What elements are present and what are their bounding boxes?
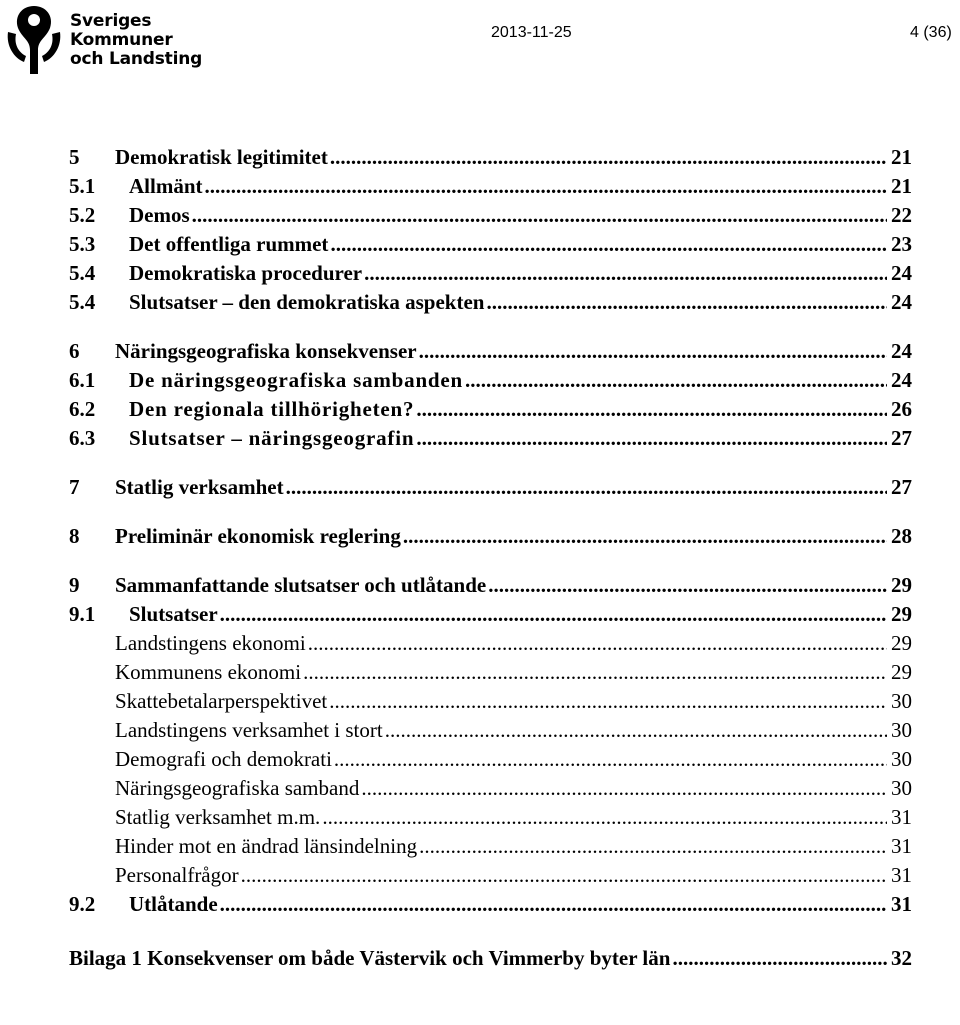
toc-entry-page: 21 (891, 145, 912, 169)
toc-entry-page: 31 (891, 863, 912, 887)
toc-leader-dots (241, 861, 887, 890)
toc-entry-line (129, 288, 912, 317)
toc-leader-dots (330, 230, 887, 259)
toc-entry-page: 27 (891, 426, 912, 450)
toc-entry-number: 5.1 (69, 174, 96, 198)
toc-entry-page: 22 (891, 203, 912, 227)
toc-entry-line (129, 600, 912, 629)
toc-leader-dots (361, 774, 887, 803)
toc-entry-line (69, 944, 912, 973)
toc-leader-dots (220, 890, 887, 919)
toc-entry-title: Allmänt (129, 174, 203, 198)
toc-entry-title: Hinder mot en ändrad länsindelning (115, 834, 418, 858)
toc-leader-dots (419, 337, 887, 366)
logo-line: Kommuner (70, 30, 173, 50)
toc-entry-title: Statlig verksamhet (115, 475, 284, 499)
toc-entry-number: 5 (69, 145, 80, 169)
toc-entry-title: Kommunens ekonomi (115, 660, 302, 684)
logo-wordmark (70, 12, 202, 69)
toc-entry[interactable] (69, 424, 912, 453)
toc-entry[interactable] (69, 288, 912, 317)
toc-entry-page: 30 (891, 747, 912, 771)
toc-leader-dots (192, 201, 887, 230)
toc-leader-dots (308, 629, 887, 658)
toc-entry-line (115, 745, 912, 774)
toc-entry[interactable] (69, 687, 912, 716)
logo-line: och Landsting (70, 49, 203, 69)
toc-leader-dots (465, 366, 887, 395)
toc-entry[interactable] (69, 629, 912, 658)
toc-entry[interactable] (69, 803, 912, 832)
toc-entry-page: 29 (891, 602, 912, 626)
toc-entry-page: 32 (891, 946, 912, 970)
toc-entry-title: Bilaga 1 Konsekvenser om både Västervik och Vimmerby byter län (69, 946, 671, 970)
toc-entry[interactable] (69, 716, 912, 745)
toc-leader-dots (486, 288, 887, 317)
toc-entry-line (129, 890, 912, 919)
table-of-contents (69, 143, 912, 973)
toc-leader-dots (334, 745, 887, 774)
toc-entry[interactable] (69, 774, 912, 803)
toc-leader-dots (403, 522, 887, 551)
toc-entry-title: Slutsatser (129, 602, 218, 626)
toc-entry-line (115, 473, 912, 502)
toc-entry[interactable] (69, 522, 912, 551)
toc-entry-page: 31 (891, 805, 912, 829)
toc-entry-page: 28 (891, 524, 912, 548)
toc-entry[interactable] (69, 395, 912, 424)
toc-entry-line (129, 172, 912, 201)
toc-leader-dots (385, 716, 887, 745)
toc-entry[interactable] (69, 571, 912, 600)
toc-entry-title: Slutsatser – näringsgeografin (129, 426, 415, 450)
toc-entry-title: Personalfrågor (115, 863, 239, 887)
toc-leader-dots (416, 424, 887, 453)
toc-leader-dots (220, 600, 887, 629)
toc-entry-line (115, 803, 912, 832)
toc-entry-line (129, 259, 912, 288)
toc-entry-page: 24 (891, 339, 912, 363)
toc-leader-dots (416, 395, 887, 424)
toc-entry-title: De näringsgeografiska sambanden (129, 368, 463, 392)
toc-entry-title: Demokratiska procedurer (129, 261, 363, 285)
toc-leader-dots (330, 143, 887, 172)
toc-leader-dots (364, 259, 887, 288)
toc-entry-title: Demos (129, 203, 190, 227)
toc-entry-number: 6.3 (69, 426, 96, 450)
toc-entry[interactable] (69, 201, 912, 230)
toc-entry-number: 6 (69, 339, 80, 363)
toc-entry-number: 5.3 (69, 232, 96, 256)
toc-entry[interactable] (69, 366, 912, 395)
toc-entry-line (115, 522, 912, 551)
toc-entry[interactable] (69, 890, 912, 919)
toc-entry-line (115, 832, 912, 861)
toc-entry[interactable] (69, 337, 912, 366)
toc-entry[interactable] (69, 172, 912, 201)
toc-entry-page: 29 (891, 573, 912, 597)
toc-leader-dots (419, 832, 887, 861)
toc-entry-number: 8 (69, 524, 80, 548)
toc-entry-line (115, 716, 912, 745)
toc-entry-title: Den regionala tillhörigheten? (129, 397, 415, 421)
toc-entry-line (115, 861, 912, 890)
header-page-number: 4 (36) (910, 24, 952, 41)
toc-entry[interactable] (69, 861, 912, 890)
toc-entry-line (115, 571, 912, 600)
toc-entry-title: Slutsatser – den demokratiska aspekten (129, 290, 485, 314)
toc-entry[interactable] (69, 473, 912, 502)
toc-entry-title: Preliminär ekonomisk reglering (115, 524, 401, 548)
toc-entry-page: 29 (891, 660, 912, 684)
toc-entry-page: 24 (891, 368, 912, 392)
toc-leader-dots (329, 687, 887, 716)
toc-entry-title: Demografi och demokrati (115, 747, 332, 771)
logo-emblem-icon (4, 2, 64, 76)
toc-entry[interactable] (69, 600, 912, 629)
toc-entry-title: Demokratisk legitimitet (115, 145, 328, 169)
toc-entry-line (129, 366, 912, 395)
toc-entry-page: 30 (891, 689, 912, 713)
toc-entry-number: 5.2 (69, 203, 96, 227)
toc-entry-line (115, 629, 912, 658)
toc-leader-dots (286, 473, 887, 502)
toc-entry-line (115, 337, 912, 366)
toc-leader-dots (488, 571, 887, 600)
toc-entry-title: Sammanfattande slutsatser och utlåtande (115, 573, 487, 597)
toc-entry-line (129, 201, 912, 230)
toc-entry-title: Landstingens verksamhet i stort (115, 718, 383, 742)
toc-entry-title: Landstingens ekonomi (115, 631, 306, 655)
toc-entry-number: 5.4 (69, 261, 96, 285)
toc-leader-dots (205, 172, 888, 201)
toc-entry[interactable] (69, 944, 912, 973)
toc-entry-number: 7 (69, 475, 80, 499)
toc-entry-title: Det offentliga rummet (129, 232, 329, 256)
toc-entry-number: 6.1 (69, 368, 96, 392)
logo-line: Sveriges (70, 11, 152, 31)
organization-logo (4, 2, 203, 76)
toc-entry-number: 9 (69, 573, 80, 597)
toc-entry-title: Utlåtande (129, 892, 218, 916)
toc-entry[interactable] (69, 745, 912, 774)
toc-entry-page: 29 (891, 631, 912, 655)
toc-leader-dots (322, 803, 887, 832)
toc-entry-page: 30 (891, 718, 912, 742)
toc-entry[interactable] (69, 832, 912, 861)
toc-entry-number: 9.1 (69, 602, 96, 626)
toc-entry-page: 24 (891, 290, 912, 314)
header-date: 2013-11-25 (491, 24, 572, 41)
toc-entry-line (129, 230, 912, 259)
toc-entry-line (115, 687, 912, 716)
toc-entry-page: 26 (891, 397, 912, 421)
toc-entry-title: Skattebetalarperspektivet (115, 689, 328, 713)
toc-entry-page: 23 (891, 232, 912, 256)
toc-entry-title: Näringsgeografiska konsekvenser (115, 339, 417, 363)
toc-leader-dots (672, 944, 887, 973)
toc-entry[interactable] (69, 259, 912, 288)
toc-entry-page: 31 (891, 892, 912, 916)
toc-entry-number: 9.2 (69, 892, 96, 916)
toc-entry-line (115, 658, 912, 687)
toc-entry-line (115, 143, 912, 172)
toc-entry-number: 6.2 (69, 397, 96, 421)
toc-entry-page: 30 (891, 776, 912, 800)
toc-leader-dots (303, 658, 887, 687)
toc-entry[interactable] (69, 230, 912, 259)
toc-entry-page: 24 (891, 261, 912, 285)
toc-entry-title: Näringsgeografiska samband (115, 776, 360, 800)
toc-entry-line (115, 774, 912, 803)
toc-entry[interactable] (69, 143, 912, 172)
toc-entry-page: 21 (891, 174, 912, 198)
toc-entry-title: Statlig verksamhet m.m. (115, 805, 321, 829)
toc-entry-line (129, 424, 912, 453)
toc-entry-number: 5.4 (69, 290, 96, 314)
toc-entry-page: 31 (891, 834, 912, 858)
toc-entry-line (129, 395, 912, 424)
toc-entry-page: 27 (891, 475, 912, 499)
toc-entry[interactable] (69, 658, 912, 687)
